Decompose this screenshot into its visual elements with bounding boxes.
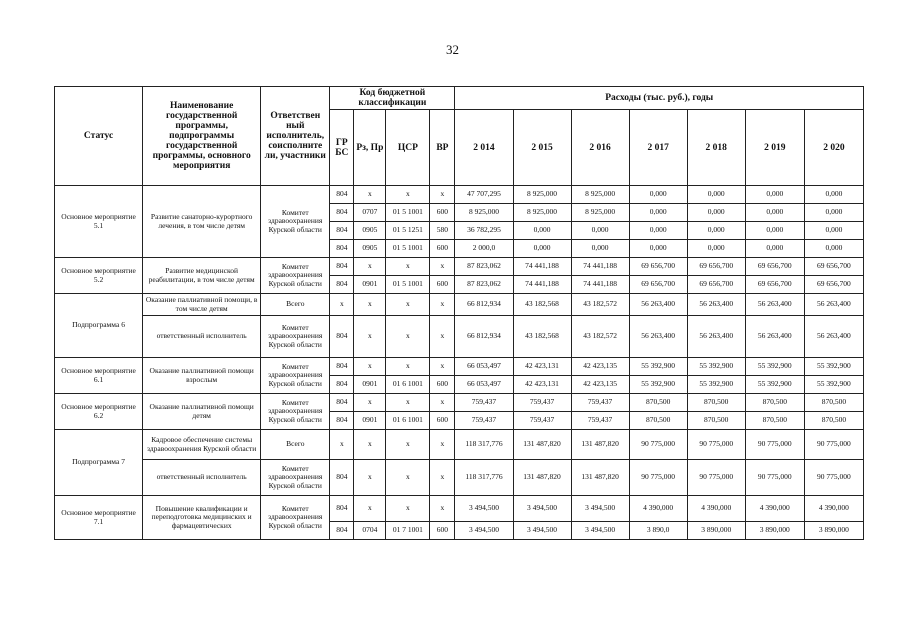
value-cell: 870,500 [804, 394, 863, 412]
page-number: 32 [446, 42, 459, 57]
value-cell: 56 263,400 [745, 294, 804, 316]
name-cell: Оказание паллиативной помощи, в том числе детям [143, 294, 261, 316]
executor-cell: Комитет здравоохранения Курской области [261, 496, 330, 540]
value-cell: 0,000 [513, 222, 571, 240]
value-cell: 0,000 [571, 240, 629, 258]
name-cell: ответственный исполнитель [143, 316, 261, 358]
value-cell: 0,000 [629, 204, 687, 222]
vr-cell: x [430, 294, 455, 316]
value-cell: 74 441,188 [513, 258, 571, 276]
csr-cell: 01 5 1251 [386, 222, 430, 240]
value-cell: 870,500 [687, 394, 745, 412]
value-cell: 3 494,500 [513, 496, 571, 522]
value-cell: 69 656,700 [804, 276, 863, 294]
value-cell: 4 390,000 [629, 496, 687, 522]
executor-cell: Комитет здравоохранения Курской области [261, 394, 330, 430]
value-cell: 42 423,131 [513, 358, 571, 376]
value-cell: 870,500 [745, 412, 804, 430]
table-row [55, 186, 864, 204]
value-cell: 36 782,295 [455, 222, 513, 240]
value-cell: 66 812,934 [455, 316, 513, 358]
grbs-cell: 804 [330, 186, 354, 204]
value-cell: 4 390,000 [687, 496, 745, 522]
rzpr-cell: 0901 [354, 276, 386, 294]
value-cell: 55 392,900 [687, 376, 745, 394]
status-cell: Основное мероприятие 7.1 [55, 496, 143, 540]
value-cell: 55 392,900 [804, 358, 863, 376]
csr-cell: 01 5 1001 [386, 276, 430, 294]
value-cell: 870,500 [629, 412, 687, 430]
table-row [55, 358, 864, 376]
executor-cell: Комитет здравоохранения Курской области [261, 358, 330, 394]
rzpr-cell: 0905 [354, 240, 386, 258]
grbs-cell: 804 [330, 222, 354, 240]
rzpr-cell: x [354, 358, 386, 376]
value-cell: 118 317,776 [455, 430, 513, 460]
table-row [55, 294, 864, 316]
value-cell: 55 392,900 [745, 358, 804, 376]
vr-cell: x [430, 460, 455, 496]
executor-cell: Всего [261, 430, 330, 460]
value-cell: 90 775,000 [745, 460, 804, 496]
vr-cell: 580 [430, 222, 455, 240]
grbs-cell: 804 [330, 358, 354, 376]
grbs-cell: 804 [330, 522, 354, 540]
header-executor: Ответствен ный исполнитель, соисполните ли, участники [261, 87, 330, 186]
header-vr: ВР [430, 110, 455, 186]
header-year: 2 019 [745, 110, 804, 186]
header-year: 2 015 [513, 110, 571, 186]
table-row [55, 430, 864, 460]
value-cell: 0,000 [629, 186, 687, 204]
vr-cell: x [430, 394, 455, 412]
value-cell: 74 441,188 [513, 276, 571, 294]
vr-cell: x [430, 186, 455, 204]
grbs-cell: x [330, 430, 354, 460]
csr-cell: x [386, 316, 430, 358]
value-cell: 8 925,000 [571, 204, 629, 222]
name-cell: Развитие санаторно-курортного лечения, в том числе детям [143, 186, 261, 258]
value-cell: 8 925,000 [571, 186, 629, 204]
grbs-cell: x [330, 294, 354, 316]
value-cell: 759,437 [513, 412, 571, 430]
rzpr-cell: x [354, 186, 386, 204]
value-cell: 56 263,400 [687, 294, 745, 316]
value-cell: 0,000 [629, 222, 687, 240]
value-cell: 0,000 [804, 186, 863, 204]
header-grbs: ГР БС [330, 110, 354, 186]
csr-cell: x [386, 430, 430, 460]
rzpr-cell: x [354, 294, 386, 316]
value-cell: 759,437 [513, 394, 571, 412]
csr-cell: x [386, 358, 430, 376]
header-name: Наименование государственной программы, подпрограммы государственной программы, основного мероприятия [143, 87, 261, 186]
value-cell: 3 494,500 [513, 522, 571, 540]
rzpr-cell: x [354, 394, 386, 412]
value-cell: 47 707,295 [455, 186, 513, 204]
executor-cell: Комитет здравоохранения Курской области [261, 316, 330, 358]
value-cell: 43 182,568 [513, 294, 571, 316]
value-cell: 42 423,135 [571, 358, 629, 376]
vr-cell: 600 [430, 522, 455, 540]
executor-cell: Комитет здравоохранения Курской области [261, 186, 330, 258]
value-cell: 55 392,900 [687, 358, 745, 376]
value-cell: 870,500 [804, 412, 863, 430]
value-cell: 90 775,000 [745, 430, 804, 460]
value-cell: 0,000 [804, 204, 863, 222]
table-row [55, 496, 864, 522]
value-cell: 74 441,188 [571, 276, 629, 294]
grbs-cell: 804 [330, 258, 354, 276]
value-cell: 90 775,000 [687, 460, 745, 496]
value-cell: 0,000 [571, 222, 629, 240]
value-cell: 3 494,500 [455, 496, 513, 522]
csr-cell: 01 5 1001 [386, 240, 430, 258]
csr-cell: 01 5 1001 [386, 204, 430, 222]
value-cell: 42 423,131 [513, 376, 571, 394]
header-year: 2 017 [629, 110, 687, 186]
value-cell: 56 263,400 [804, 316, 863, 358]
executor-cell: Комитет здравоохранения Курской области [261, 258, 330, 294]
vr-cell: 600 [430, 204, 455, 222]
value-cell: 0,000 [513, 240, 571, 258]
vr-cell: 600 [430, 276, 455, 294]
csr-cell: x [386, 294, 430, 316]
value-cell: 3 890,000 [745, 522, 804, 540]
value-cell: 69 656,700 [629, 276, 687, 294]
value-cell: 55 392,900 [629, 358, 687, 376]
name-cell: Кадровое обеспечение системы здравоохранения Курской области [143, 430, 261, 460]
grbs-cell: 804 [330, 394, 354, 412]
value-cell: 759,437 [455, 394, 513, 412]
value-cell: 0,000 [745, 222, 804, 240]
value-cell: 4 390,000 [804, 496, 863, 522]
header-status: Статус [55, 87, 143, 186]
value-cell: 56 263,400 [629, 316, 687, 358]
value-cell: 131 487,820 [571, 460, 629, 496]
rzpr-cell: x [354, 258, 386, 276]
value-cell: 43 182,572 [571, 294, 629, 316]
value-cell: 2 000,0 [455, 240, 513, 258]
value-cell: 0,000 [804, 222, 863, 240]
value-cell: 0,000 [629, 240, 687, 258]
value-cell: 131 487,820 [513, 460, 571, 496]
grbs-cell: 804 [330, 276, 354, 294]
rzpr-cell: x [354, 496, 386, 522]
value-cell: 90 775,000 [804, 430, 863, 460]
value-cell: 870,500 [629, 394, 687, 412]
value-cell: 3 890,000 [687, 522, 745, 540]
value-cell: 43 182,568 [513, 316, 571, 358]
value-cell: 3 494,500 [571, 522, 629, 540]
value-cell: 3 494,500 [571, 496, 629, 522]
status-cell: Основное мероприятие 6.2 [55, 394, 143, 430]
name-cell: ответственный исполнитель [143, 460, 261, 496]
status-cell: Основное мероприятие 6.1 [55, 358, 143, 394]
value-cell: 0,000 [745, 240, 804, 258]
grbs-cell: 804 [330, 376, 354, 394]
status-cell: Основное мероприятие 5.1 [55, 186, 143, 258]
csr-cell: 01 7 1001 [386, 522, 430, 540]
csr-cell: x [386, 394, 430, 412]
value-cell: 8 925,000 [513, 204, 571, 222]
status-cell: Подпрограмма 6 [55, 294, 143, 358]
grbs-cell: 804 [330, 460, 354, 496]
table-row [55, 258, 864, 276]
header-csr: ЦСР [386, 110, 430, 186]
vr-cell: x [430, 430, 455, 460]
value-cell: 0,000 [745, 204, 804, 222]
rzpr-cell: x [354, 316, 386, 358]
value-cell: 55 392,900 [745, 376, 804, 394]
value-cell: 69 656,700 [687, 276, 745, 294]
value-cell: 0,000 [687, 222, 745, 240]
value-cell: 66 053,497 [455, 358, 513, 376]
header-year: 2 016 [571, 110, 629, 186]
rzpr-cell: 0704 [354, 522, 386, 540]
header-year: 2 014 [455, 110, 513, 186]
value-cell: 118 317,776 [455, 460, 513, 496]
value-cell: 0,000 [804, 240, 863, 258]
csr-cell: x [386, 258, 430, 276]
executor-cell: Всего [261, 294, 330, 316]
name-cell: Оказание паллиативной помощи детям [143, 394, 261, 430]
value-cell: 66 053,497 [455, 376, 513, 394]
csr-cell: 01 6 1001 [386, 412, 430, 430]
header-expenses: Расходы (тыс. руб.), годы [455, 87, 864, 110]
value-cell: 43 182,572 [571, 316, 629, 358]
vr-cell: x [430, 316, 455, 358]
value-cell: 90 775,000 [687, 430, 745, 460]
value-cell: 131 487,820 [513, 430, 571, 460]
vr-cell: 600 [430, 376, 455, 394]
value-cell: 74 441,188 [571, 258, 629, 276]
rzpr-cell: 0901 [354, 376, 386, 394]
header-year: 2 018 [687, 110, 745, 186]
vr-cell: x [430, 496, 455, 522]
value-cell: 759,437 [455, 412, 513, 430]
value-cell: 870,500 [745, 394, 804, 412]
value-cell: 55 392,900 [629, 376, 687, 394]
value-cell: 90 775,000 [804, 460, 863, 496]
name-cell: Развитие медицинской реабилитации, в том числе детям [143, 258, 261, 294]
value-cell: 8 925,000 [455, 204, 513, 222]
value-cell: 8 925,000 [513, 186, 571, 204]
value-cell: 56 263,400 [745, 316, 804, 358]
value-cell: 56 263,400 [687, 316, 745, 358]
csr-cell: 01 6 1001 [386, 376, 430, 394]
value-cell: 87 823,062 [455, 276, 513, 294]
grbs-cell: 804 [330, 412, 354, 430]
rzpr-cell: 0901 [354, 412, 386, 430]
header-year: 2 020 [804, 110, 863, 186]
value-cell: 69 656,700 [745, 276, 804, 294]
grbs-cell: 804 [330, 240, 354, 258]
value-cell: 3 494,500 [455, 522, 513, 540]
rzpr-cell: 0905 [354, 222, 386, 240]
name-cell: Оказание паллиативной помощи взрослым [143, 358, 261, 394]
value-cell: 69 656,700 [745, 258, 804, 276]
value-cell: 870,500 [687, 412, 745, 430]
value-cell: 0,000 [687, 186, 745, 204]
rzpr-cell: 0707 [354, 204, 386, 222]
csr-cell: x [386, 186, 430, 204]
table-row [55, 316, 864, 358]
value-cell: 55 392,900 [804, 376, 863, 394]
table-row [55, 394, 864, 412]
value-cell: 759,437 [571, 394, 629, 412]
value-cell: 69 656,700 [629, 258, 687, 276]
value-cell: 0,000 [687, 204, 745, 222]
status-cell: Основное мероприятие 5.2 [55, 258, 143, 294]
value-cell: 90 775,000 [629, 430, 687, 460]
header-budget-code: Код бюджетной классификации [330, 87, 455, 110]
value-cell: 131 487,820 [571, 430, 629, 460]
vr-cell: 600 [430, 412, 455, 430]
value-cell: 56 263,400 [804, 294, 863, 316]
value-cell: 0,000 [687, 240, 745, 258]
grbs-cell: 804 [330, 496, 354, 522]
executor-cell: Комитет здравоохранения Курской области [261, 460, 330, 496]
value-cell: 69 656,700 [687, 258, 745, 276]
value-cell: 87 823,062 [455, 258, 513, 276]
grbs-cell: 804 [330, 204, 354, 222]
budget-table [54, 86, 864, 540]
value-cell: 56 263,400 [629, 294, 687, 316]
value-cell: 0,000 [745, 186, 804, 204]
table-row [55, 460, 864, 496]
value-cell: 4 390,000 [745, 496, 804, 522]
value-cell: 90 775,000 [629, 460, 687, 496]
vr-cell: x [430, 258, 455, 276]
header-rzpr: Рз, Пр [354, 110, 386, 186]
value-cell: 69 656,700 [804, 258, 863, 276]
csr-cell: x [386, 496, 430, 522]
csr-cell: x [386, 460, 430, 496]
value-cell: 3 890,000 [804, 522, 863, 540]
rzpr-cell: x [354, 430, 386, 460]
value-cell: 42 423,135 [571, 376, 629, 394]
vr-cell: 600 [430, 240, 455, 258]
status-cell: Подпрограмма 7 [55, 430, 143, 496]
vr-cell: x [430, 358, 455, 376]
grbs-cell: 804 [330, 316, 354, 358]
value-cell: 759,437 [571, 412, 629, 430]
value-cell: 3 890,0 [629, 522, 687, 540]
value-cell: 66 812,934 [455, 294, 513, 316]
name-cell: Повышение квалификации и переподготовка медицинских и фармацевтических [143, 496, 261, 540]
rzpr-cell: x [354, 460, 386, 496]
